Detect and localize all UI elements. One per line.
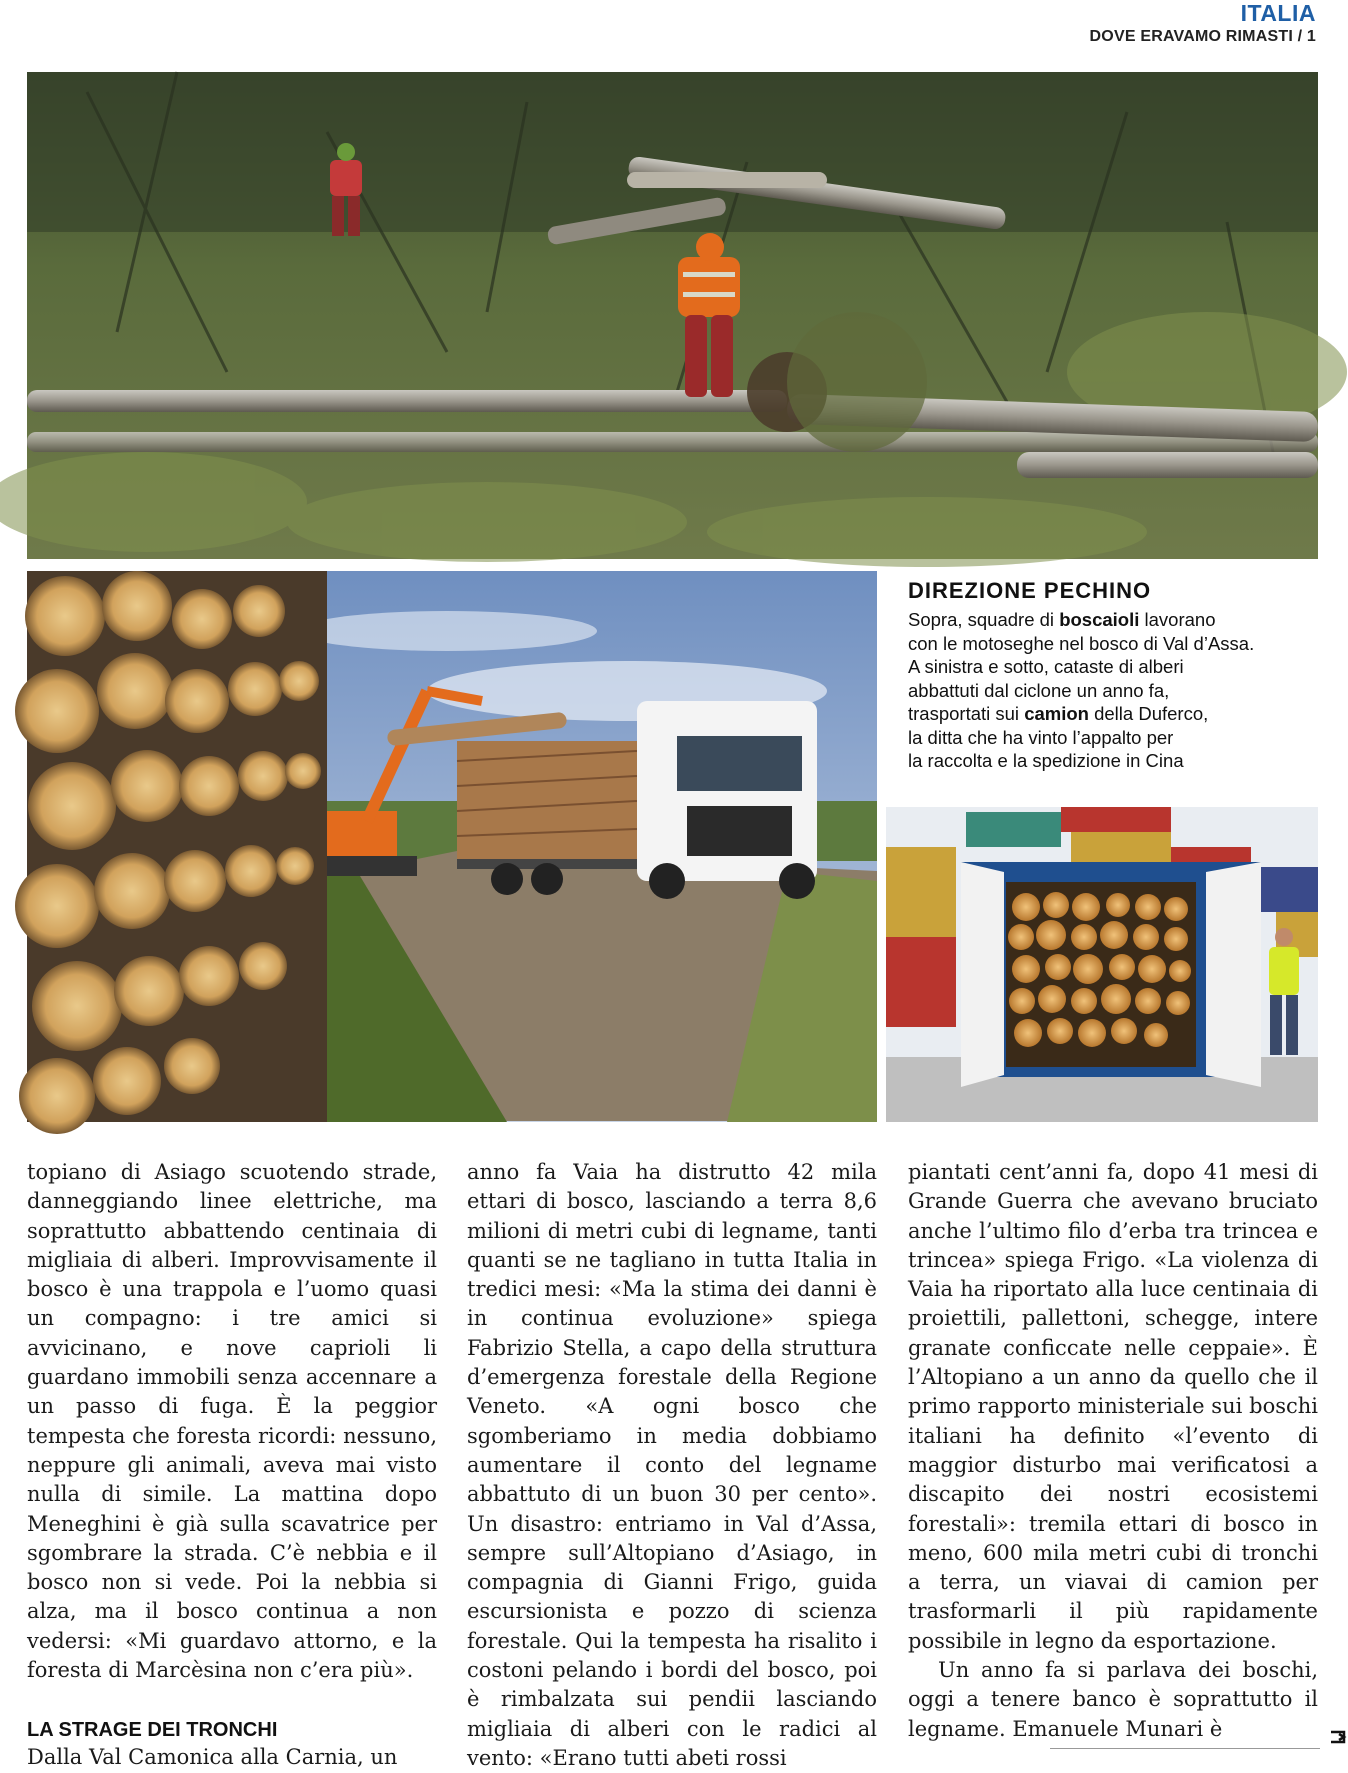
article-column-2 [467, 1158, 877, 1773]
section-label: ITALIA [1240, 0, 1316, 26]
article-paragraph: anno fa Vaia ha distrutto 42 mila ettari di bosco, lasciando a terra 8,6 milioni di metri cubi di legname, tanti quanti se ne tagliano in tutta Italia in tredici mesi: «Ma la stima dei danni è in continua evoluzione» spiega Fabrizio Stella, a capo della struttura d’emergenza forestale della Regione Veneto. «A ogni bosco che sgomberiamo in media dobbiamo aumentare il conto del legname abbattuto di un buon 30 per cento». Un disastro: entriamo in Val d’Assa, sempre sull’Altopiano d’Asiago, in compagnia di Gianni Frigo, guida escursionista e pozzo di scienza forestale. Qui la tempesta ha risalito i costoni pelando i bordi del bosco, poi è rimbalzata sui pendii lasciando migliaia di alberi con le radici al vento: «Erano tutti abeti rossi [467, 1160, 877, 1770]
forest-workers-photo [27, 72, 1318, 559]
photo-caption [908, 576, 1318, 773]
article-subhead: LA STRAGE DEI TRONCHI [27, 1719, 278, 1742]
article-column-1 [27, 1158, 437, 1773]
article-paragraph: piantati cent’anni fa, dopo 41 mesi di Grande Guerra che avevano bruciato anche l’ultimo filo d’erba tra trincea e trincea» spiega Frigo. «La violenza di Vaia ha riportato alla luce centinaia di proiettili, pallettoni, schegge, intere granate conficcate nelle ceppaie». È l’Altopiano a un anno da quello che il primo rapporto ministeriale sui boschi italiani ha definito «l’evento di maggior disturbo mai verificatosi a discapito dei nostri ecosistemi forestali»: tremila ettari di bosco in meno, 600 mila metri cubi di tronchi a terra, un viavai di camion per trasformarli il più rapidamente possibile in legno da esportazione. [908, 1160, 1318, 1653]
caption-text: Sopra, squadre di boscaioli lavorano con le motoseghe nel bosco di Val d’Assa. A sinistra e sotto, cataste di alberi abbattuti dal ciclone un anno fa, trasportati sui camion della Duferco, la ditta che ha vinto l’appalto per la raccolta e la spedizione in Cina [908, 609, 1255, 771]
continue-arrow-icon [1300, 1723, 1318, 1737]
article-paragraph: Un anno fa si parlava dei boschi, oggi a tenere banco è soprattutto il legname. Emanuele Munari è [908, 1656, 1318, 1744]
article-paragraph: Dalla Val Camonica alla Carnia, un [27, 1745, 398, 1770]
article-column-3 [908, 1158, 1318, 1744]
running-head: DOVE ERAVAMO RIMASTI / 1 [1089, 28, 1316, 45]
article-paragraph: topiano di Asiago scuotendo strade, danneggiando linee elettriche, ma soprattutto abbattendo centinaia di migliaia di alberi. Improvvisamente il bosco è una trappola e l’uomo quasi un compagno: i tre amici si avvicinano, e nove caprioli li guardano immobili senza accennare a un passo di fuga. È la peggior tempesta che foresta ricordi: nessuno, neppure gli animali, aveva mai visto nulla di simile. La mattina dopo Meneghini è già sulla scavatrice per sgombrare la strada. C’è nebbia e il bosco non si vede. Poi la nebbia si alza, ma il bosco continua a non vedersi: «Mi guardavo attorno, e la foresta di Marcèsina non c’era più». [27, 1160, 437, 1683]
timber-truck-photo [27, 571, 877, 1122]
page-header [1090, 0, 1316, 46]
caption-title: DIREZIONE PECHINO [908, 578, 1152, 603]
shipping-container-photo [886, 807, 1318, 1122]
footer-rule [1050, 1748, 1320, 1749]
